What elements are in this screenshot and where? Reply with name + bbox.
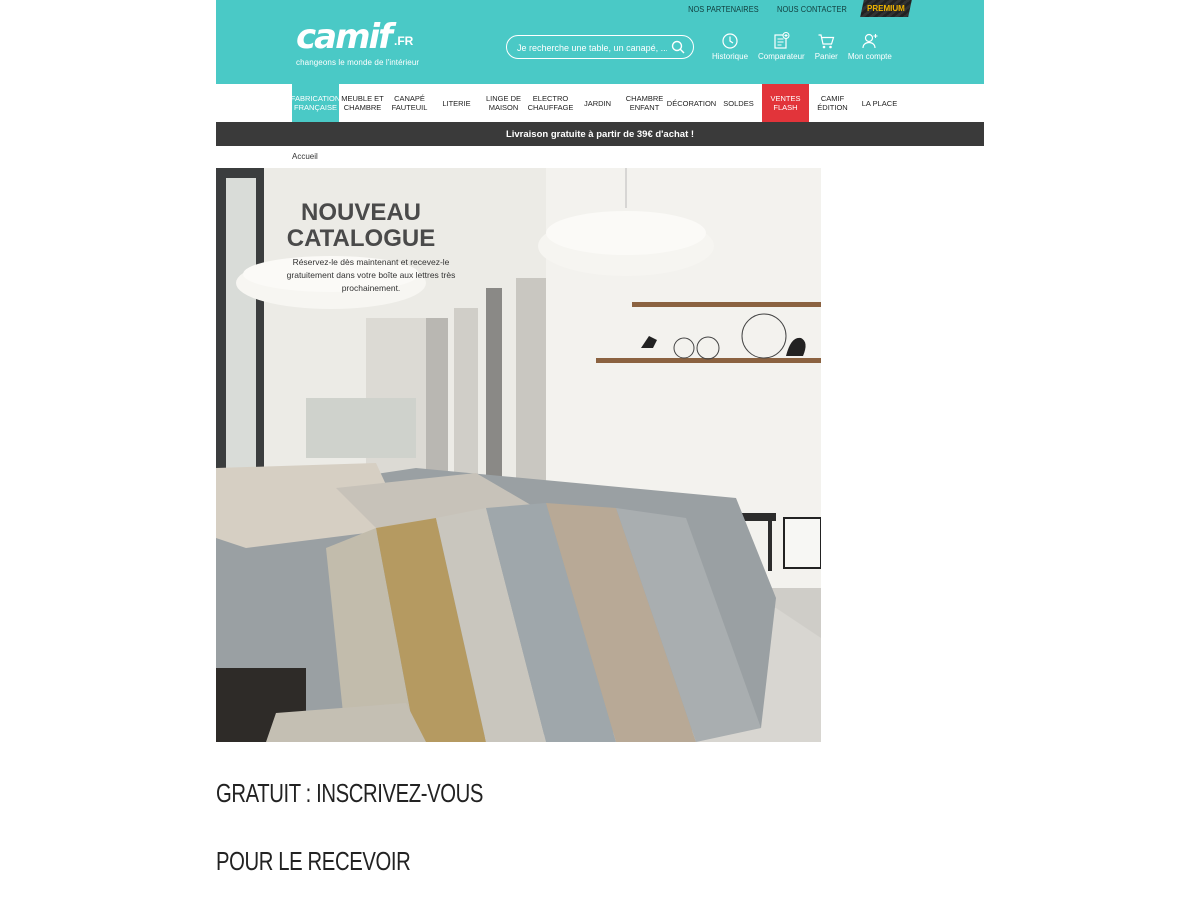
logo-suffix: .FR bbox=[394, 34, 414, 48]
nav-camif-edition[interactable]: CAMIF ÉDITION bbox=[817, 94, 848, 112]
camif-logo[interactable] bbox=[296, 17, 420, 67]
compare-button[interactable] bbox=[758, 32, 805, 61]
hero-title bbox=[286, 200, 436, 252]
receive-heading: POUR LE RECEVOIR bbox=[216, 846, 411, 876]
signup-heading: GRATUIT : INSCRIVEZ-VOUS bbox=[216, 778, 484, 808]
logo-word: camif bbox=[296, 17, 391, 57]
hero-title-line1: NOUVEAU bbox=[300, 199, 421, 226]
page-wrapper bbox=[216, 0, 984, 146]
bedroom-illustration bbox=[216, 168, 821, 742]
nav-ventes-flash[interactable]: VENTES FLASH bbox=[762, 84, 809, 122]
search-icon[interactable] bbox=[671, 40, 685, 54]
cart-label: Panier bbox=[814, 52, 838, 61]
search-input[interactable] bbox=[515, 39, 669, 56]
nav-decoration[interactable]: DÉCORATION bbox=[666, 98, 717, 108]
premium-label: PREMIUM bbox=[867, 4, 905, 13]
logo-tagline: changeons le monde de l'intérieur bbox=[296, 58, 420, 67]
nav-jardin[interactable]: JARDIN bbox=[583, 98, 612, 108]
clock-icon bbox=[721, 32, 739, 50]
hero-title-line2: CATALOGUE bbox=[286, 225, 436, 252]
account-button[interactable] bbox=[848, 32, 892, 61]
main-nav bbox=[216, 84, 984, 122]
header-icons bbox=[712, 32, 902, 61]
partners-link[interactable]: NOS PARTENAIRES bbox=[688, 4, 760, 14]
breadcrumb[interactable]: Accueil bbox=[292, 152, 318, 161]
cart-icon bbox=[817, 32, 835, 50]
compare-label: Comparateur bbox=[758, 52, 805, 61]
nav-fabrication-francaise[interactable]: FABRICATION FRANÇAISE bbox=[292, 84, 339, 122]
search-box bbox=[506, 35, 694, 59]
site-header bbox=[216, 0, 984, 84]
hero-subtitle: Réservez-le dès maintenant et recevez-le gratuitement dans votre boîte aux lettres très prochainement. bbox=[286, 257, 456, 293]
contact-link[interactable]: NOUS CONTACTER bbox=[777, 4, 847, 14]
nav-electro-chauffage[interactable]: ELECTRO CHAUFFAGE bbox=[527, 94, 574, 112]
nav-soldes[interactable]: SOLDES bbox=[723, 98, 754, 108]
nav-canape-fauteuil[interactable]: CANAPÉ FAUTEUIL bbox=[391, 94, 428, 112]
user-icon bbox=[861, 32, 879, 50]
account-label: Mon compte bbox=[847, 52, 892, 61]
free-delivery-banner[interactable]: Livraison gratuite à partir de 39€ d'achat ! bbox=[216, 122, 984, 146]
nav-la-place[interactable]: LA PLACE bbox=[861, 98, 898, 108]
compare-icon bbox=[772, 32, 790, 50]
premium-button[interactable] bbox=[860, 0, 912, 17]
cart-button[interactable] bbox=[815, 32, 838, 61]
nav-literie[interactable]: LITERIE bbox=[442, 98, 471, 108]
history-label: Historique bbox=[712, 52, 749, 61]
history-button[interactable] bbox=[712, 32, 748, 61]
nav-meuble-chambre[interactable]: MEUBLE ET CHAMBRE bbox=[341, 94, 384, 112]
nav-linge-maison[interactable]: LINGE DE MAISON bbox=[485, 94, 521, 112]
catalogue-hero-image[interactable] bbox=[216, 168, 821, 742]
top-links bbox=[679, 0, 856, 18]
nav-chambre-enfant[interactable]: CHAMBRE ENFANT bbox=[625, 94, 664, 112]
